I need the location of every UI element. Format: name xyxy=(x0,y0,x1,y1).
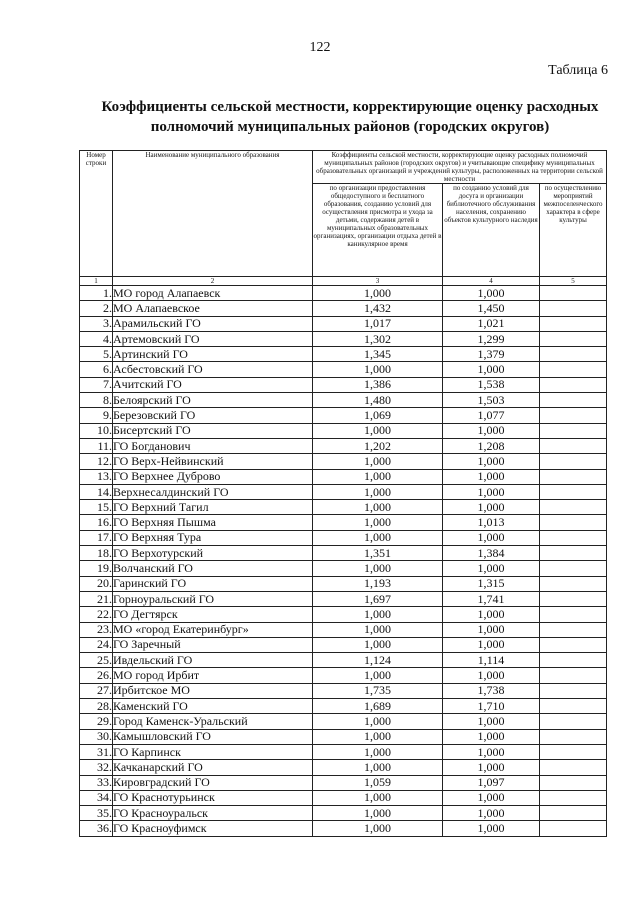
municipality-name: МО город Алапаевск xyxy=(113,286,313,301)
culture-coefficient: 1,000 xyxy=(443,806,540,821)
municipality-name: ГО Красноуфимск xyxy=(113,821,313,836)
inter-settlement-coefficient xyxy=(540,286,607,301)
inter-settlement-coefficient xyxy=(540,546,607,561)
table-row xyxy=(80,515,607,530)
municipality-name: Кировградский ГО xyxy=(113,775,313,790)
education-coefficient: 1,000 xyxy=(313,622,443,637)
education-coefficient: 1,124 xyxy=(313,653,443,668)
inter-settlement-coefficient xyxy=(540,622,607,637)
culture-coefficient: 1,000 xyxy=(443,714,540,729)
municipality-name: Камышловский ГО xyxy=(113,729,313,744)
culture-coefficient: 1,208 xyxy=(443,438,540,453)
table-row xyxy=(80,760,607,775)
culture-coefficient: 1,000 xyxy=(443,286,540,301)
inter-settlement-coefficient xyxy=(540,561,607,576)
culture-coefficient: 1,000 xyxy=(443,607,540,622)
inter-settlement-coefficient xyxy=(540,316,607,331)
inter-settlement-coefficient xyxy=(540,699,607,714)
education-coefficient: 1,000 xyxy=(313,561,443,576)
inter-settlement-coefficient xyxy=(540,301,607,316)
table-row xyxy=(80,576,607,591)
education-coefficient: 1,000 xyxy=(313,515,443,530)
culture-coefficient: 1,000 xyxy=(443,500,540,515)
inter-settlement-coefficient xyxy=(540,668,607,683)
culture-coefficient: 1,000 xyxy=(443,530,540,545)
education-coefficient: 1,000 xyxy=(313,790,443,805)
table-row xyxy=(80,408,607,423)
culture-coefficient: 1,450 xyxy=(443,301,540,316)
municipality-name: Арамильский ГО xyxy=(113,316,313,331)
inter-settlement-coefficient xyxy=(540,775,607,790)
municipality-name: Волчанский ГО xyxy=(113,561,313,576)
municipality-name: ГО Верхнее Дуброво xyxy=(113,469,313,484)
row-number: 8. xyxy=(80,393,113,408)
table-row xyxy=(80,806,607,821)
municipality-name: МО Алапаевское xyxy=(113,301,313,316)
education-coefficient: 1,000 xyxy=(313,469,443,484)
inter-settlement-coefficient xyxy=(540,500,607,515)
municipality-name: Верхнесалдинский ГО xyxy=(113,484,313,499)
culture-coefficient: 1,538 xyxy=(443,377,540,392)
education-coefficient: 1,432 xyxy=(313,301,443,316)
education-coefficient: 1,000 xyxy=(313,423,443,438)
header-municipality-name: Наименование муниципального образования xyxy=(113,151,313,277)
row-number: 4. xyxy=(80,331,113,346)
education-coefficient: 1,000 xyxy=(313,530,443,545)
education-coefficient: 1,193 xyxy=(313,576,443,591)
header-inter-settlement: по осуществлению мероприятий межпоселенческого характера в сфере культуры xyxy=(540,184,607,277)
row-number: 2. xyxy=(80,301,113,316)
table-row xyxy=(80,683,607,698)
culture-coefficient: 1,021 xyxy=(443,316,540,331)
education-coefficient: 1,017 xyxy=(313,316,443,331)
municipality-name: Ивдельский ГО xyxy=(113,653,313,668)
inter-settlement-coefficient xyxy=(540,683,607,698)
education-coefficient: 1,000 xyxy=(313,607,443,622)
municipality-name: ГО Заречный xyxy=(113,637,313,652)
table-row xyxy=(80,668,607,683)
municipality-name: Артинский ГО xyxy=(113,347,313,362)
row-number: 25. xyxy=(80,653,113,668)
table-row xyxy=(80,775,607,790)
education-coefficient: 1,000 xyxy=(313,362,443,377)
row-number: 19. xyxy=(80,561,113,576)
culture-coefficient: 1,738 xyxy=(443,683,540,698)
culture-coefficient: 1,114 xyxy=(443,653,540,668)
table-row xyxy=(80,653,607,668)
municipality-name: Каменский ГО xyxy=(113,699,313,714)
inter-settlement-coefficient xyxy=(540,591,607,606)
education-coefficient: 1,000 xyxy=(313,500,443,515)
education-coefficient: 1,000 xyxy=(313,821,443,836)
row-number: 7. xyxy=(80,377,113,392)
table-body xyxy=(80,286,607,837)
municipality-name: Город Каменск-Уральский xyxy=(113,714,313,729)
education-coefficient: 1,000 xyxy=(313,637,443,652)
culture-coefficient: 1,000 xyxy=(443,821,540,836)
municipality-name: Бисертский ГО xyxy=(113,423,313,438)
inter-settlement-coefficient xyxy=(540,821,607,836)
table-title xyxy=(80,97,620,137)
culture-coefficient: 1,379 xyxy=(443,347,540,362)
culture-coefficient: 1,000 xyxy=(443,454,540,469)
culture-coefficient: 1,000 xyxy=(443,622,540,637)
row-number: 17. xyxy=(80,530,113,545)
culture-coefficient: 1,710 xyxy=(443,699,540,714)
culture-coefficient: 1,000 xyxy=(443,561,540,576)
table-row xyxy=(80,729,607,744)
column-number: 5 xyxy=(540,277,607,286)
inter-settlement-coefficient xyxy=(540,729,607,744)
education-coefficient: 1,000 xyxy=(313,806,443,821)
row-number: 20. xyxy=(80,576,113,591)
title-line-2: полномочий муниципальных районов (городских округов) xyxy=(150,119,550,135)
row-number: 31. xyxy=(80,744,113,759)
header-education: по организации предоставления общедоступного и бесплатного образования, созданию условий для осуществления присмотра и ухода за детьми, содержания детей в муниципальных образовательных организациях, организации отдыха детей в каникулярное время xyxy=(313,184,443,277)
education-coefficient: 1,000 xyxy=(313,714,443,729)
culture-coefficient: 1,000 xyxy=(443,744,540,759)
inter-settlement-coefficient xyxy=(540,393,607,408)
table-row xyxy=(80,699,607,714)
culture-coefficient: 1,000 xyxy=(443,668,540,683)
municipality-name: ГО Карпинск xyxy=(113,744,313,759)
culture-coefficient: 1,000 xyxy=(443,729,540,744)
page-number: 122 xyxy=(309,40,331,55)
inter-settlement-coefficient xyxy=(540,454,607,469)
inter-settlement-coefficient xyxy=(540,637,607,652)
table-row xyxy=(80,362,607,377)
education-coefficient: 1,000 xyxy=(313,760,443,775)
education-coefficient: 1,689 xyxy=(313,699,443,714)
education-coefficient: 1,000 xyxy=(313,484,443,499)
row-number: 27. xyxy=(80,683,113,698)
municipality-name: Березовский ГО xyxy=(113,408,313,423)
row-number: 28. xyxy=(80,699,113,714)
inter-settlement-coefficient xyxy=(540,423,607,438)
header-culture-leisure: по созданию условий для досуга и организации библиотечного обслуживания населения, сохранению объектов культурного наследия xyxy=(443,184,540,277)
education-coefficient: 1,345 xyxy=(313,347,443,362)
column-number-row xyxy=(80,277,607,286)
table-row xyxy=(80,591,607,606)
header-coefficients-group: Коэффициенты сельской местности, корректирующие оценку расходных полномочий муниципальных районов (городских округов) и учитывающие специфику муниципальных образовательных организаций и учреждений культуры, расположенных на территории сельской местности xyxy=(313,151,607,184)
culture-coefficient: 1,315 xyxy=(443,576,540,591)
inter-settlement-coefficient xyxy=(540,653,607,668)
row-number: 23. xyxy=(80,622,113,637)
education-coefficient: 1,000 xyxy=(313,286,443,301)
culture-coefficient: 1,000 xyxy=(443,790,540,805)
table-row xyxy=(80,377,607,392)
municipality-name: ГО Верх-Нейвинский xyxy=(113,454,313,469)
education-coefficient: 1,000 xyxy=(313,744,443,759)
table-row xyxy=(80,790,607,805)
inter-settlement-coefficient xyxy=(540,576,607,591)
education-coefficient: 1,480 xyxy=(313,393,443,408)
table-row xyxy=(80,286,607,301)
culture-coefficient: 1,000 xyxy=(443,484,540,499)
row-number: 15. xyxy=(80,500,113,515)
municipality-name: ГО Краснотурьинск xyxy=(113,790,313,805)
education-coefficient: 1,697 xyxy=(313,591,443,606)
table-label: Таблица 6 xyxy=(548,63,608,78)
education-coefficient: 1,000 xyxy=(313,454,443,469)
coefficients-table xyxy=(79,150,607,837)
education-coefficient: 1,000 xyxy=(313,668,443,683)
inter-settlement-coefficient xyxy=(540,790,607,805)
row-number: 10. xyxy=(80,423,113,438)
inter-settlement-coefficient xyxy=(540,530,607,545)
culture-coefficient: 1,000 xyxy=(443,469,540,484)
municipality-name: Гаринский ГО xyxy=(113,576,313,591)
table-row xyxy=(80,821,607,836)
row-number: 5. xyxy=(80,347,113,362)
row-number: 16. xyxy=(80,515,113,530)
row-number: 32. xyxy=(80,760,113,775)
table-row xyxy=(80,347,607,362)
table-row xyxy=(80,438,607,453)
row-number: 12. xyxy=(80,454,113,469)
row-number: 22. xyxy=(80,607,113,622)
table-row xyxy=(80,637,607,652)
culture-coefficient: 1,299 xyxy=(443,331,540,346)
inter-settlement-coefficient xyxy=(540,469,607,484)
education-coefficient: 1,069 xyxy=(313,408,443,423)
column-number: 1 xyxy=(80,277,113,286)
municipality-name: ГО Верхний Тагил xyxy=(113,500,313,515)
row-number: 34. xyxy=(80,790,113,805)
municipality-name: Горноуральский ГО xyxy=(113,591,313,606)
table-row xyxy=(80,561,607,576)
municipality-name: МО город Ирбит xyxy=(113,668,313,683)
row-number: 30. xyxy=(80,729,113,744)
row-number: 18. xyxy=(80,546,113,561)
row-number: 33. xyxy=(80,775,113,790)
municipality-name: МО «город Екатеринбург» xyxy=(113,622,313,637)
table-row xyxy=(80,622,607,637)
municipality-name: ГО Красноуральск xyxy=(113,806,313,821)
culture-coefficient: 1,000 xyxy=(443,423,540,438)
municipality-name: ГО Богданович xyxy=(113,438,313,453)
table-row xyxy=(80,500,607,515)
culture-coefficient: 1,000 xyxy=(443,637,540,652)
table-row xyxy=(80,331,607,346)
table-row xyxy=(80,546,607,561)
table-row xyxy=(80,744,607,759)
culture-coefficient: 1,097 xyxy=(443,775,540,790)
row-number: 13. xyxy=(80,469,113,484)
row-number: 1. xyxy=(80,286,113,301)
education-coefficient: 1,351 xyxy=(313,546,443,561)
culture-coefficient: 1,000 xyxy=(443,362,540,377)
culture-coefficient: 1,013 xyxy=(443,515,540,530)
table-row xyxy=(80,316,607,331)
municipality-name: Асбестовский ГО xyxy=(113,362,313,377)
row-number: 35. xyxy=(80,806,113,821)
inter-settlement-coefficient xyxy=(540,408,607,423)
inter-settlement-coefficient xyxy=(540,331,607,346)
municipality-name: Ирбитское МО xyxy=(113,683,313,698)
row-number: 9. xyxy=(80,408,113,423)
municipality-name: ГО Дегтярск xyxy=(113,607,313,622)
table-row xyxy=(80,454,607,469)
municipality-name: Качканарский ГО xyxy=(113,760,313,775)
row-number: 3. xyxy=(80,316,113,331)
municipality-name: Ачитский ГО xyxy=(113,377,313,392)
education-coefficient: 1,735 xyxy=(313,683,443,698)
municipality-name: Артемовский ГО xyxy=(113,331,313,346)
education-coefficient: 1,059 xyxy=(313,775,443,790)
row-number: 24. xyxy=(80,637,113,652)
municipality-name: ГО Верхотурский xyxy=(113,546,313,561)
table-row xyxy=(80,530,607,545)
table-row xyxy=(80,714,607,729)
culture-coefficient: 1,000 xyxy=(443,760,540,775)
inter-settlement-coefficient xyxy=(540,744,607,759)
table-row xyxy=(80,423,607,438)
culture-coefficient: 1,384 xyxy=(443,546,540,561)
inter-settlement-coefficient xyxy=(540,607,607,622)
column-number: 3 xyxy=(313,277,443,286)
inter-settlement-coefficient xyxy=(540,347,607,362)
inter-settlement-coefficient xyxy=(540,484,607,499)
table-row xyxy=(80,393,607,408)
education-coefficient: 1,302 xyxy=(313,331,443,346)
inter-settlement-coefficient xyxy=(540,362,607,377)
inter-settlement-coefficient xyxy=(540,760,607,775)
table-row xyxy=(80,607,607,622)
culture-coefficient: 1,077 xyxy=(443,408,540,423)
row-number: 11. xyxy=(80,438,113,453)
table-row xyxy=(80,484,607,499)
row-number: 14. xyxy=(80,484,113,499)
education-coefficient: 1,202 xyxy=(313,438,443,453)
municipality-name: ГО Верхняя Пышма xyxy=(113,515,313,530)
inter-settlement-coefficient xyxy=(540,377,607,392)
row-number: 26. xyxy=(80,668,113,683)
table-row xyxy=(80,469,607,484)
row-number: 6. xyxy=(80,362,113,377)
inter-settlement-coefficient xyxy=(540,806,607,821)
header-row-number: Номер строки xyxy=(80,151,113,277)
culture-coefficient: 1,741 xyxy=(443,591,540,606)
municipality-name: Белоярский ГО xyxy=(113,393,313,408)
row-number: 21. xyxy=(80,591,113,606)
municipality-name: ГО Верхняя Тура xyxy=(113,530,313,545)
education-coefficient: 1,000 xyxy=(313,729,443,744)
row-number: 29. xyxy=(80,714,113,729)
table-row xyxy=(80,301,607,316)
inter-settlement-coefficient xyxy=(540,515,607,530)
row-number: 36. xyxy=(80,821,113,836)
column-number: 4 xyxy=(443,277,540,286)
column-number: 2 xyxy=(113,277,313,286)
education-coefficient: 1,386 xyxy=(313,377,443,392)
inter-settlement-coefficient xyxy=(540,438,607,453)
title-line-1: Коэффициенты сельской местности, корректирующие оценку расходных xyxy=(101,99,599,115)
inter-settlement-coefficient xyxy=(540,714,607,729)
culture-coefficient: 1,503 xyxy=(443,393,540,408)
